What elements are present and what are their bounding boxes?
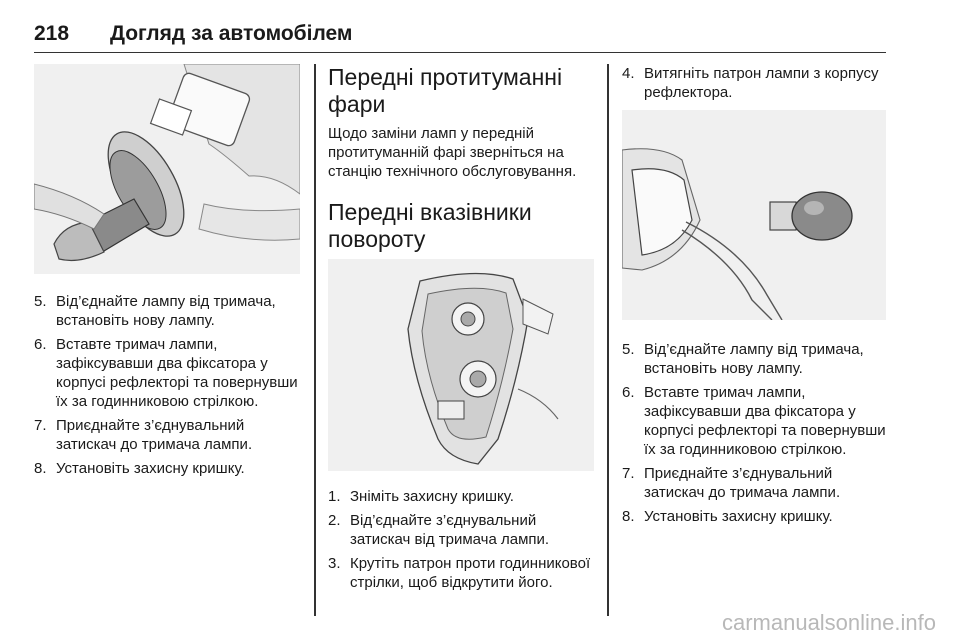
bulb-socket-illustration	[622, 110, 886, 320]
column-divider-2	[607, 64, 609, 616]
page-header	[34, 16, 886, 53]
halogen-bulb-illustration	[34, 64, 300, 274]
steps-list-1	[34, 292, 300, 478]
headlamp-housing-illustration	[328, 259, 594, 471]
column-1	[34, 64, 300, 483]
list-item: 8. Установіть захисну кришку.	[622, 508, 833, 525]
list-item: 6. Вставте тримач лампи, зафіксувавши два фіксатора у корпусі рефлекторі та повернувши їх за годинниковою стрілкою.	[622, 384, 886, 458]
list-item: 6. Вставте тримач лампи, зафіксувавши два фіксатора у корпусі рефлекторі та повернувши їх за годинниковою стрілкою.	[34, 336, 298, 410]
list-item: 4. Витягніть патрон лампи з корпусу рефлектора.	[622, 65, 879, 101]
column-divider-1	[314, 64, 316, 616]
page-title: Догляд за автомобілем	[110, 22, 353, 45]
heading-turn-signals: Передні вказівники повороту	[328, 199, 532, 252]
watermark: carmanualsonline.info	[721, 610, 936, 635]
steps-list-3a	[622, 64, 886, 102]
list-item: 7. Приєднайте з’єднувальний затискач до тримача лампи.	[622, 465, 841, 501]
column-2	[328, 64, 594, 597]
steps-list-2	[328, 487, 594, 592]
list-item: 7. Приєднайте з’єднувальний затискач до тримача лампи.	[34, 417, 253, 453]
list-item: 2. Від’єднайте з’єднувальний затискач від тримача лампи.	[328, 512, 550, 548]
list-item: 8. Установіть захисну кришку.	[34, 460, 245, 477]
list-item: 5. Від’єднайте лампу від тримача, встановіть нову лампу.	[622, 341, 864, 377]
fog-lights-paragraph: Щодо заміни ламп у передній протитуманній фарі зверніться на станцію технічного обслуговування.	[328, 125, 577, 180]
steps-list-3b	[622, 340, 886, 526]
list-item: 3. Крутіть патрон проти годинникової стрілки, щоб відкрутити його.	[328, 555, 591, 591]
list-item: 1. Зніміть захисну кришку.	[328, 488, 514, 505]
column-3	[622, 64, 886, 531]
page-number: 218	[34, 22, 70, 45]
list-item: 5. Від’єднайте лампу від тримача, встановіть нову лампу.	[34, 293, 276, 329]
heading-fog-lights: Передні протитуманні фари	[328, 64, 563, 117]
